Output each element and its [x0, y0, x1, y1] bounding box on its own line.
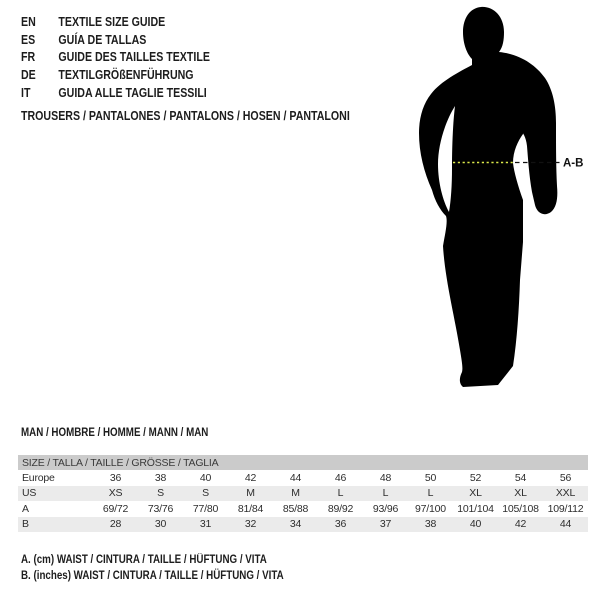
cell: 109/112: [547, 502, 584, 515]
cell: 44: [559, 518, 572, 531]
cell: 28: [109, 518, 122, 531]
language-row-de: [21, 67, 210, 85]
table-row-us: [18, 486, 588, 501]
cell: 73/76: [147, 502, 174, 515]
language-code: IT: [21, 85, 31, 100]
cell: 37: [379, 518, 392, 531]
language-row-it: [21, 85, 210, 103]
language-row-es: [21, 32, 210, 50]
garment-heading: TROUSERS / PANTALONES / PANTALONS / HOSEN / PANTALONI: [21, 109, 350, 123]
cell: 50: [424, 472, 437, 485]
measurement-notes: [21, 553, 284, 585]
row-label: Europe: [22, 472, 55, 485]
cell: 44: [289, 472, 302, 485]
cell: 85/88: [282, 502, 309, 515]
man-silhouette-figure: [415, 0, 600, 400]
cell: 105/108: [502, 502, 539, 515]
size-table-header-label: SIZE / TALLA / TAILLE / GRÖSSE / TAGLIA: [22, 456, 219, 469]
table-row-a-cm: [18, 501, 588, 516]
cell: 40: [469, 518, 482, 531]
note-a-cm: A. (cm) WAIST / CINTURA / TAILLE / HÜFTUNG / VITA: [21, 554, 267, 566]
language-code: ES: [21, 32, 36, 47]
cell: 54: [514, 472, 527, 485]
cell: L: [382, 487, 389, 500]
language-label: GUIDE DES TAILLES TEXTILE: [58, 50, 210, 65]
cell: 46: [334, 472, 347, 485]
cell: 32: [244, 518, 257, 531]
cell: 38: [154, 472, 167, 485]
cell: S: [157, 487, 164, 500]
table-row-europe: [18, 470, 588, 485]
note-b-inches: B. (inches) WAIST / CINTURA / TAILLE / HÜFTUNG / VITA: [21, 569, 284, 582]
cell: 101/104: [457, 502, 494, 515]
cell: 48: [379, 472, 392, 485]
language-list: [21, 14, 210, 103]
cell: 42: [514, 518, 527, 531]
cell: 40: [199, 472, 212, 485]
cell: 77/80: [192, 502, 219, 515]
language-label: TEXTILGRÖßENFÜHRUNG: [58, 68, 194, 83]
cell: S: [202, 487, 209, 500]
size-table-header-row: [18, 455, 588, 470]
cell: M: [291, 487, 300, 500]
man-silhouette-body: [419, 7, 523, 387]
cell: 30: [154, 518, 167, 531]
language-label: GUÍA DE TALLAS: [58, 32, 147, 47]
cell: M: [246, 487, 255, 500]
language-row-en: [21, 14, 210, 32]
cell: XL: [514, 487, 527, 500]
cell: 38: [424, 518, 437, 531]
row-label: US: [22, 487, 37, 500]
size-table: [18, 455, 588, 532]
gender-heading: MAN / HOMBRE / HOMME / MANN / MAN: [21, 427, 209, 439]
language-code: DE: [21, 68, 36, 83]
cell: 36: [109, 472, 122, 485]
cell: L: [337, 487, 344, 500]
language-code: FR: [21, 50, 36, 65]
cell: 56: [559, 472, 572, 485]
cell: 93/96: [372, 502, 399, 515]
cell: XL: [469, 487, 482, 500]
cell: 89/92: [327, 502, 354, 515]
table-row-b-inches: [18, 517, 588, 532]
cell: 31: [199, 518, 212, 531]
measure-label: A-B: [563, 157, 584, 170]
language-code: EN: [21, 15, 36, 29]
cell: 34: [289, 518, 302, 531]
language-label: GUIDA ALLE TAGLIE TESSILI: [58, 85, 207, 100]
cell: 52: [469, 472, 482, 485]
cell: 97/100: [415, 502, 446, 515]
row-label: B: [22, 518, 29, 531]
cell: L: [427, 487, 434, 500]
cell: 36: [334, 518, 347, 531]
language-label: TEXTILE SIZE GUIDE: [58, 15, 166, 29]
cell: XS: [108, 487, 123, 500]
cell: 69/72: [102, 502, 129, 515]
cell: XXL: [555, 487, 576, 500]
cell: 81/84: [237, 502, 264, 515]
row-label: A: [22, 502, 29, 515]
language-row-fr: [21, 49, 210, 67]
cell: 42: [244, 472, 257, 485]
